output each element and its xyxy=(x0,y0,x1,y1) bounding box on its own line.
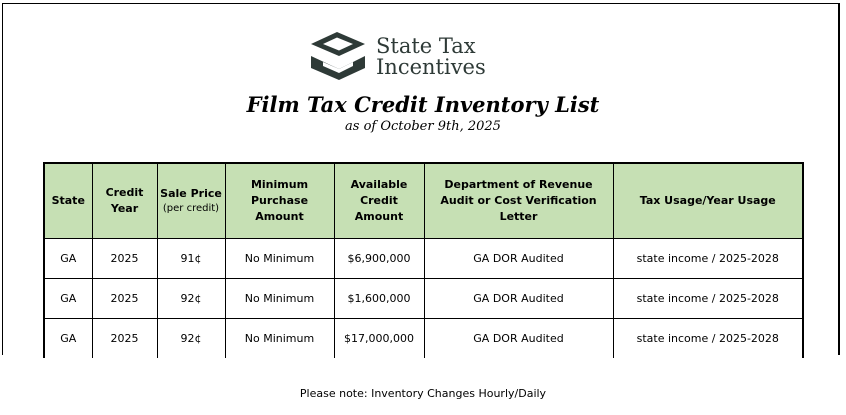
cell-minimum-purchase: No Minimum xyxy=(225,239,334,279)
cell-available-credit: $1,600,000 xyxy=(334,279,424,319)
sale-price-sublabel: (per credit) xyxy=(162,203,220,214)
cell-credit-year: 2025 xyxy=(92,319,157,359)
brand-logo-icon xyxy=(309,31,369,81)
cell-tax-usage: state income / 2025-2028 xyxy=(613,279,803,319)
cell-state: GA xyxy=(44,279,92,319)
page-subtitle: as of October 9th, 2025 xyxy=(345,119,501,134)
table-row xyxy=(44,279,803,319)
cell-available-credit: $17,000,000 xyxy=(334,319,424,359)
table-row xyxy=(44,319,803,359)
cell-audit-letter: GA DOR Audited xyxy=(424,239,613,279)
cell-sale-price: 92¢ xyxy=(157,319,225,359)
brand-logo xyxy=(309,31,509,81)
col-header-credit-year: Credit Year xyxy=(92,163,157,239)
inventory-note: Please note: Inventory Changes Hourly/Daily xyxy=(299,387,547,400)
brand-name-line1: State Tax xyxy=(376,34,476,58)
cell-sale-price: 92¢ xyxy=(157,279,225,319)
brand-name-line2: Incentives xyxy=(376,55,486,79)
col-header-minimum-purchase: Minimum Purchase Amount xyxy=(225,163,334,239)
sale-price-label: Sale Price xyxy=(160,187,222,200)
inventory-table xyxy=(43,162,804,358)
cell-audit-letter: GA DOR Audited xyxy=(424,319,613,359)
cell-tax-usage: state income / 2025-2028 xyxy=(613,319,803,359)
cell-minimum-purchase: No Minimum xyxy=(225,319,334,359)
col-header-available-credit: Available Credit Amount xyxy=(334,163,424,239)
cell-available-credit: $6,900,000 xyxy=(334,239,424,279)
cell-audit-letter: GA DOR Audited xyxy=(424,279,613,319)
cell-minimum-purchase: No Minimum xyxy=(225,279,334,319)
table-header-row xyxy=(44,163,803,239)
col-header-state: State xyxy=(44,163,92,239)
cell-state: GA xyxy=(44,319,92,359)
col-header-tax-usage: Tax Usage/Year Usage xyxy=(613,163,803,239)
cell-state: GA xyxy=(44,239,92,279)
table-row xyxy=(44,239,803,279)
cell-sale-price: 91¢ xyxy=(157,239,225,279)
cell-tax-usage: state income / 2025-2028 xyxy=(613,239,803,279)
cell-credit-year: 2025 xyxy=(92,279,157,319)
col-header-audit-letter: Department of Revenue Audit or Cost Verification Letter xyxy=(424,163,613,239)
cell-credit-year: 2025 xyxy=(92,239,157,279)
page-title: Film Tax Credit Inventory List xyxy=(246,92,600,117)
col-header-sale-price xyxy=(157,163,225,239)
